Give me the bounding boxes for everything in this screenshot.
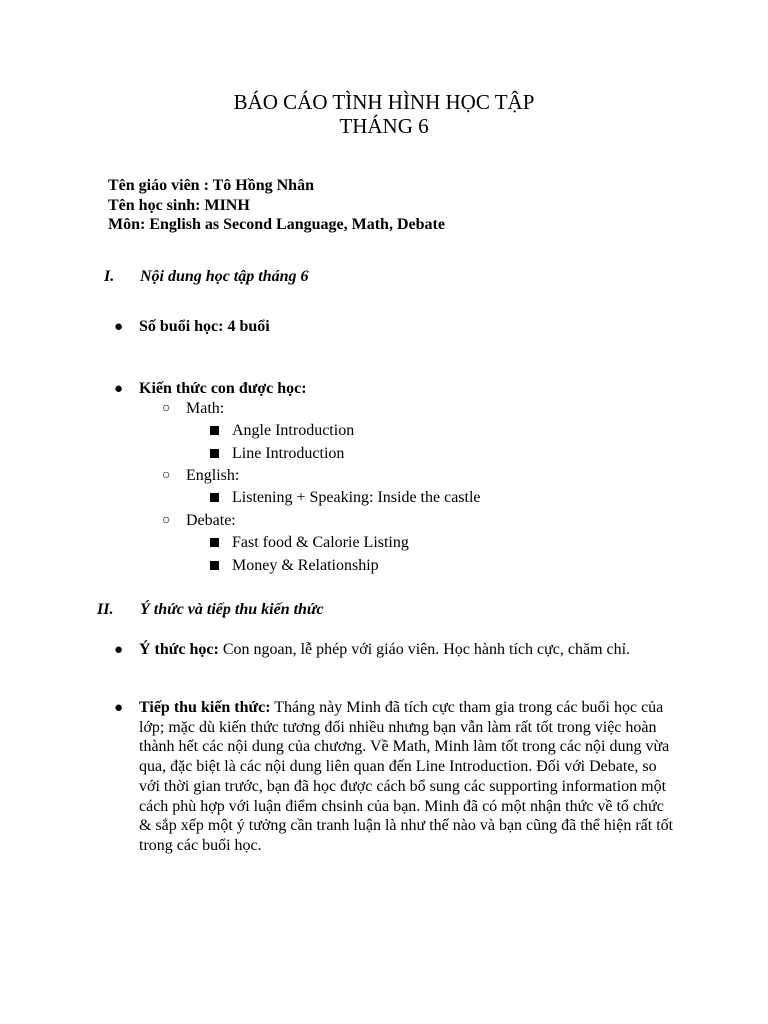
list-item: Money & Relationship: [232, 557, 379, 574]
section-2-number: II.: [97, 601, 114, 618]
circle-bullet-icon: ○: [162, 513, 171, 528]
math-label: Math:: [186, 400, 225, 417]
teacher-name: Tên giáo viên : Tô Hồng Nhân: [108, 177, 314, 194]
report-month: THÁNG 6: [339, 114, 429, 138]
bullet-icon: ●: [114, 381, 124, 397]
report-title: BÁO CÁO TÌNH HÌNH HỌC TẬP: [233, 90, 535, 114]
absorb-paragraph: [139, 698, 679, 856]
list-item: Listening + Speaking: Inside the castle: [232, 489, 481, 506]
attitude-paragraph: [139, 640, 679, 660]
section-1-number: I.: [104, 268, 115, 285]
square-bullet-icon: [210, 449, 219, 458]
sessions-count: Số buổi học: 4 buổi: [139, 318, 270, 335]
square-bullet-icon: [210, 493, 219, 502]
subjects: Môn: English as Second Language, Math, Debate: [108, 216, 445, 233]
english-label: English:: [186, 467, 240, 484]
section-1-title: Nội dung học tập tháng 6: [140, 268, 309, 285]
square-bullet-icon: [210, 561, 219, 570]
student-name: Tên học sinh: MINH: [108, 196, 250, 214]
debate-label: Debate:: [186, 512, 236, 529]
list-item: Angle Introduction: [232, 422, 355, 439]
list-item: Line Introduction: [232, 445, 345, 462]
absorb-label: Tiếp thu kiến thức:: [139, 699, 271, 716]
circle-bullet-icon: ○: [162, 468, 171, 483]
circle-bullet-icon: ○: [162, 401, 171, 416]
knowledge-heading: Kiến thức con được học:: [139, 380, 307, 397]
bullet-icon: ●: [114, 319, 124, 335]
report-info: [108, 176, 445, 235]
attitude-label: Ý thức học:: [139, 641, 219, 658]
absorb-text: Tháng này Minh đã tích cực tham gia trong các buổi học của lớp; mặc dù kiến thức tương đối nhiều nhưng bạn vẫn làm rất tốt trong việc hoàn thành hết các nội dung của chương. Về Math, Minh làm tốt trong các nội dung vừa qua, đặc biệt là các nội dung liên quan đến Line Introduction. Đối với Debate, so với thời gian trước, bạn đã học được cách bổ sung các supporting information một cách phù hợp với luận điểm chsinh của bạn. Minh đã có một nhận thức về tổ chức & sắp xếp một ý tưởng cần tranh luận là như thế nào và bạn cũng đã thể hiện rất tốt trong các buổi học.: [139, 699, 674, 854]
section-2-title: Ý thức và tiếp thu kiến thức: [140, 601, 324, 618]
attitude-text: Con ngoan, lễ phép với giáo viên. Học hành tích cực, chăm chỉ.: [222, 641, 631, 658]
square-bullet-icon: [210, 538, 219, 547]
list-item: Fast food & Calorie Listing: [232, 534, 409, 551]
square-bullet-icon: [210, 426, 219, 435]
bullet-icon: ●: [114, 700, 124, 716]
bullet-icon: ●: [114, 642, 124, 658]
